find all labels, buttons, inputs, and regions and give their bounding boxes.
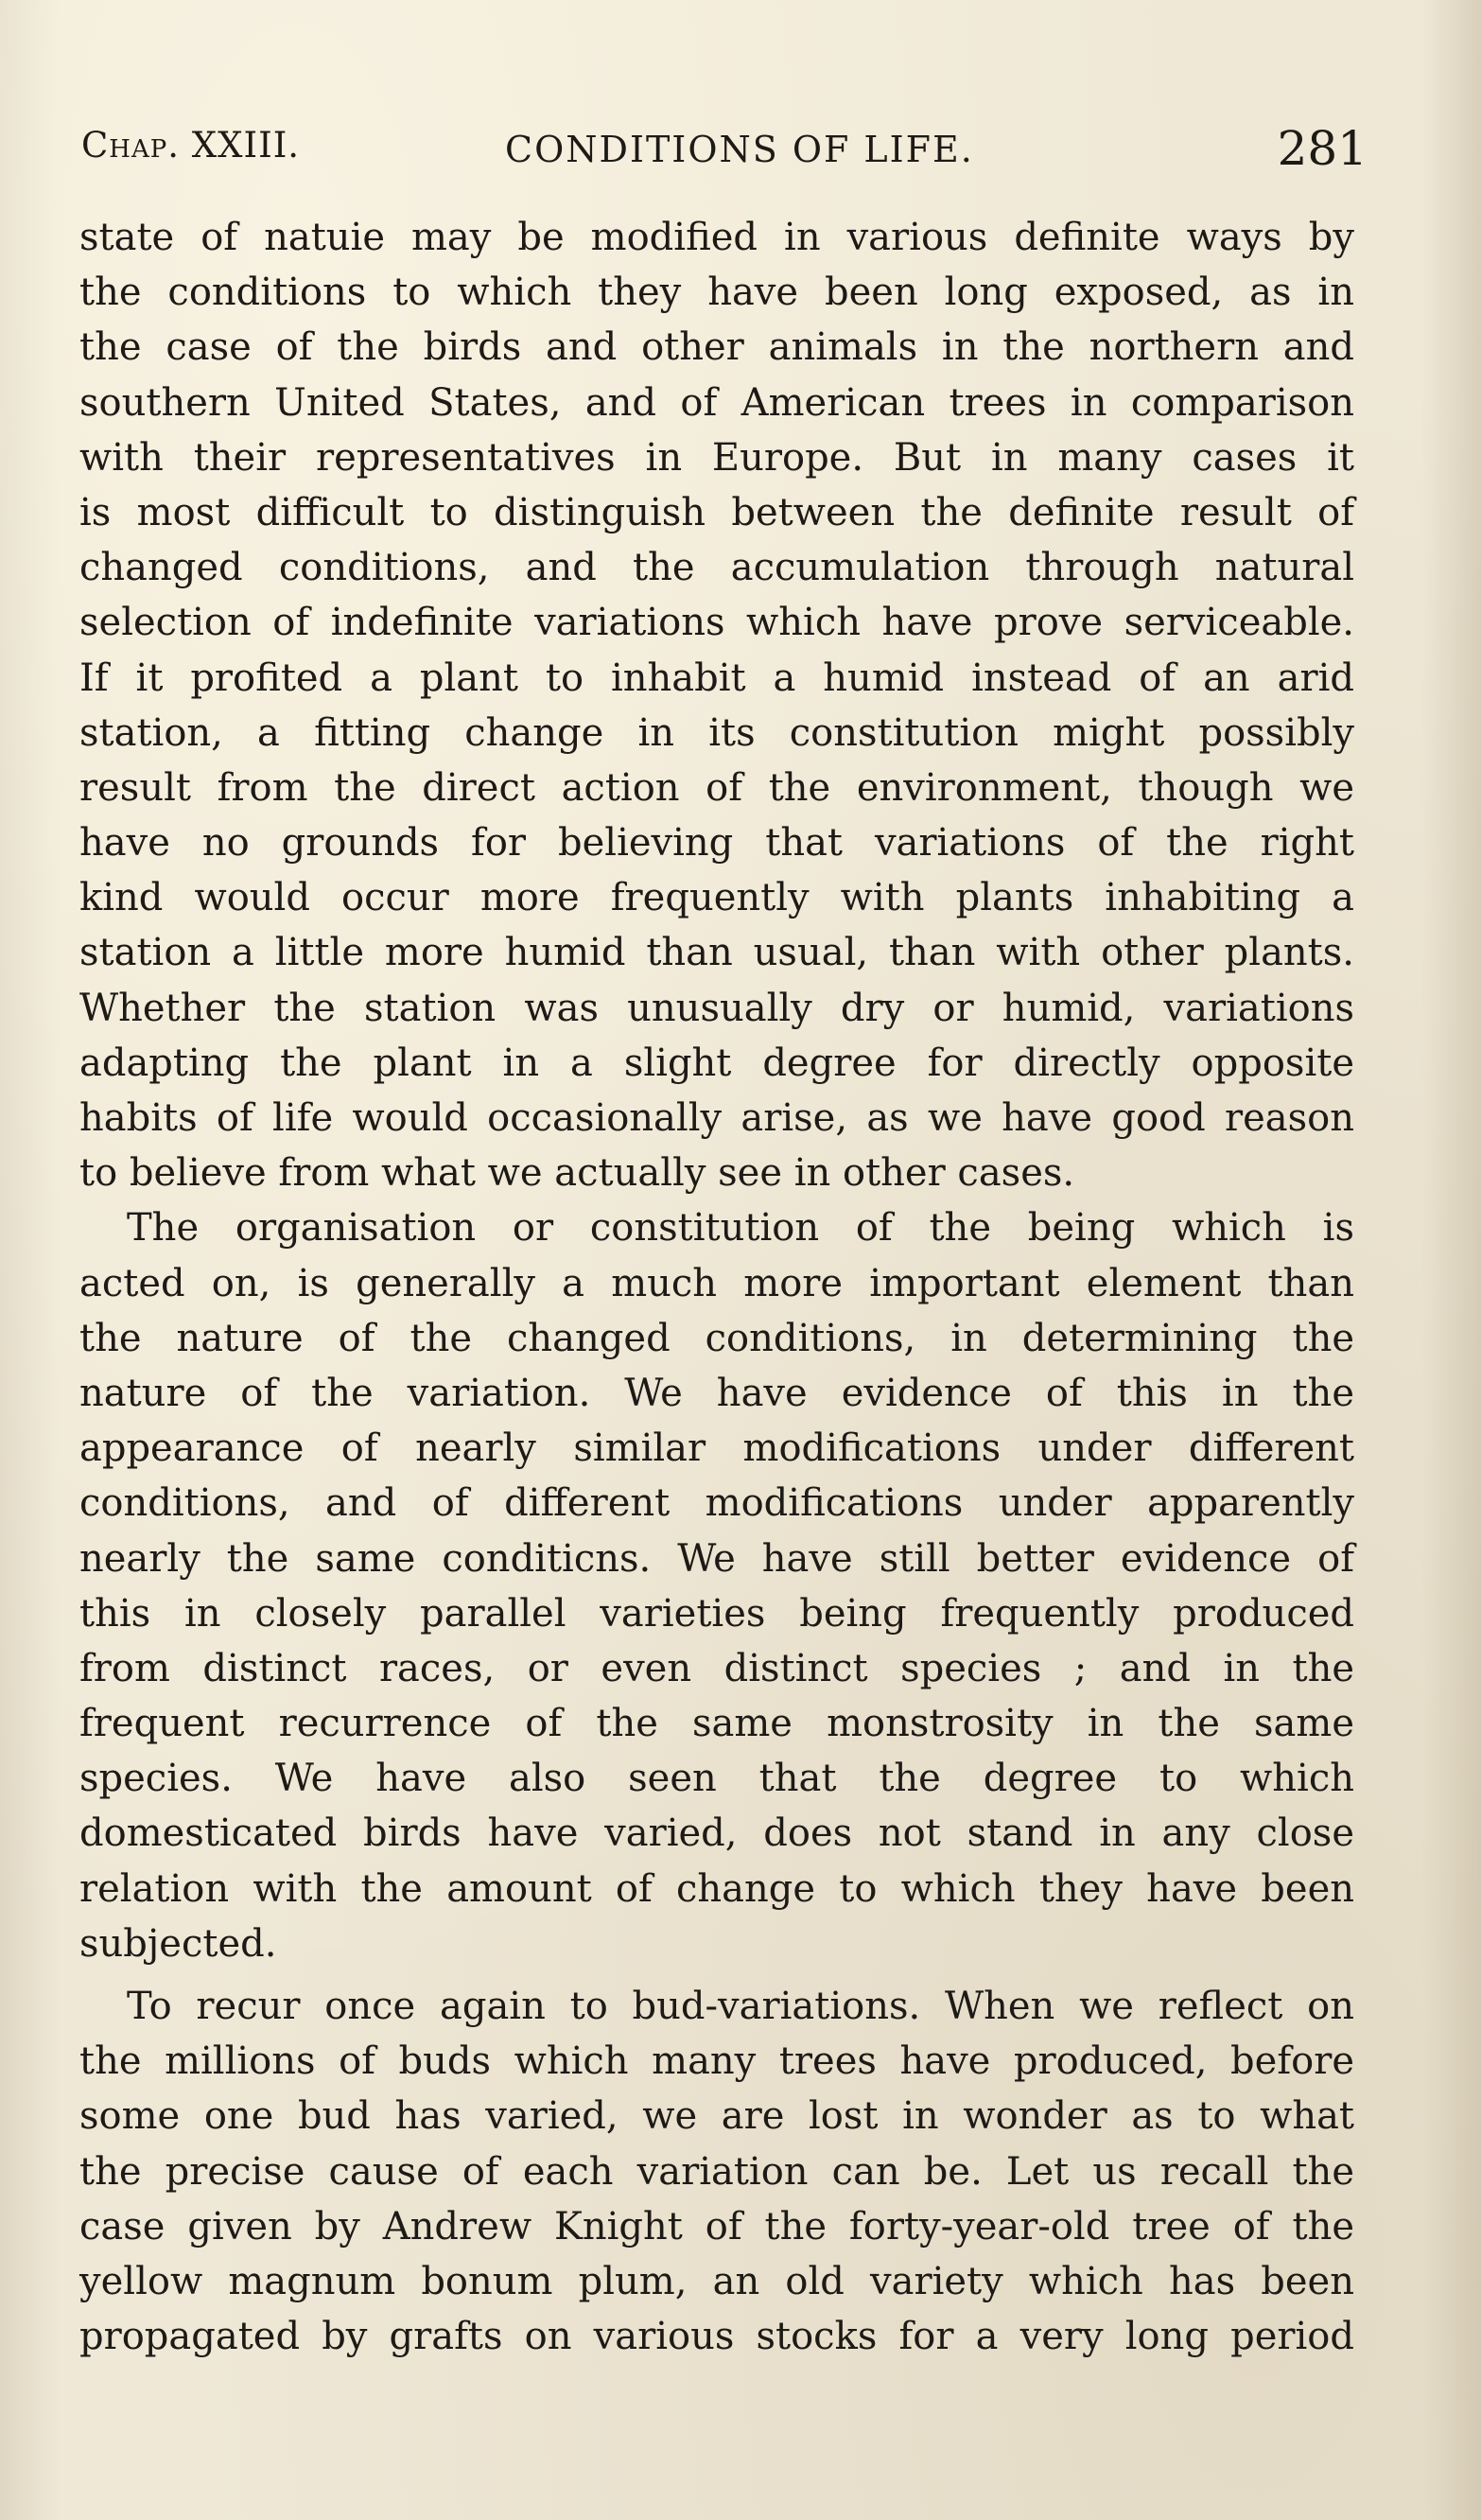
body-text xyxy=(79,210,1354,2364)
text-line: If it profited a plant to inhabit a humid instead of an arid xyxy=(79,656,1354,700)
text-line: the millions of buds which many trees have produced, before xyxy=(79,2039,1354,2084)
text-line: from distinct races, or even distinct species ; and in the xyxy=(79,1646,1354,1690)
text-line: the conditions to which they have been long exposed, as in xyxy=(79,271,1354,315)
text-line: selection of indefinite variations which have prove serviceable. xyxy=(79,601,1354,645)
text-line: the precise cause of each variation can be. Let us recall the xyxy=(79,2149,1354,2194)
text-line: some one bud has varied, we are lost in wonder as to what xyxy=(79,2094,1354,2139)
text-line: station, a fitting change in its constitution might possibly xyxy=(79,710,1354,755)
text-line: nature of the variation. We have evidence of this in the xyxy=(79,1371,1354,1415)
paragraph-gap xyxy=(79,1971,1354,1979)
text-line: adapting the plant in a slight degree for directly opposite xyxy=(79,1041,1354,1085)
text-line: acted on, is generally a much more important element than xyxy=(79,1261,1354,1305)
text-line: Whether the station was unusually dry or humid, variations xyxy=(79,986,1354,1030)
text-line: is most difficult to distinguish between the definite result of xyxy=(79,490,1354,534)
text-line: subjected. xyxy=(79,1921,277,1966)
text-line: To recur once again to bud-variations. When we reflect on xyxy=(127,1985,1354,2028)
text-line: propagated by grafts on various stocks for a very long period xyxy=(79,2315,1354,2359)
text-line: conditions, and of different modifications under apparently xyxy=(79,1481,1354,1526)
text-line: state of natuie may be modified in various definite ways by xyxy=(79,216,1354,259)
running-head xyxy=(81,112,1368,187)
text-line: the case of the birds and other animals in the northern and xyxy=(79,325,1354,370)
text-line: to believe from what we actually see in other cases. xyxy=(79,1151,1075,1196)
text-line: the nature of the changed conditions, in determining the xyxy=(79,1316,1354,1360)
page-title: CONDITIONS OF LIFE. xyxy=(505,129,974,170)
text-line: yellow magnum bonum plum, an old variety which has been xyxy=(79,2259,1354,2303)
text-line: species. We have also seen that the degree to which xyxy=(79,1757,1354,1801)
text-line: southern United States, and of American trees in comparison xyxy=(79,380,1354,425)
text-line: domesticated birds have varied, does not stand in any close xyxy=(79,1811,1354,1856)
text-line: have no grounds for believing that variations of the right xyxy=(79,821,1354,866)
text-line: frequent recurrence of the same monstrosity in the same xyxy=(79,1702,1354,1746)
chapter-label: Chap. XXIII. xyxy=(81,125,301,166)
paragraph xyxy=(79,1979,1354,2364)
text-line: case given by Andrew Knight of the forty-year-old tree of the xyxy=(79,2204,1354,2249)
paragraph xyxy=(79,210,1354,1200)
text-line: changed conditions, and the accumulation through natural xyxy=(79,546,1354,590)
text-line: kind would occur more frequently with plants inhabiting a xyxy=(79,876,1354,920)
text-line: relation with the amount of change to which they have been xyxy=(79,1866,1354,1911)
text-line: result from the direct action of the environment, though we xyxy=(79,765,1354,810)
text-line: appearance of nearly similar modifications under different xyxy=(79,1426,1354,1471)
text-line: with their representatives in Europe. But in many cases it xyxy=(79,435,1354,480)
page-number: 281 xyxy=(1277,121,1368,176)
text-line: habits of life would occasionally arise, as we have good reason xyxy=(79,1096,1354,1140)
text-line: this in closely parallel varieties being frequently produced xyxy=(79,1591,1354,1636)
text-line: station a little more humid than usual, than with other plants. xyxy=(79,931,1354,975)
text-line: The organisation or constitution of the being which is xyxy=(127,1206,1354,1251)
text-line: nearly the same conditicns. We have still better evidence of xyxy=(79,1536,1354,1581)
paragraph xyxy=(79,1200,1354,1971)
